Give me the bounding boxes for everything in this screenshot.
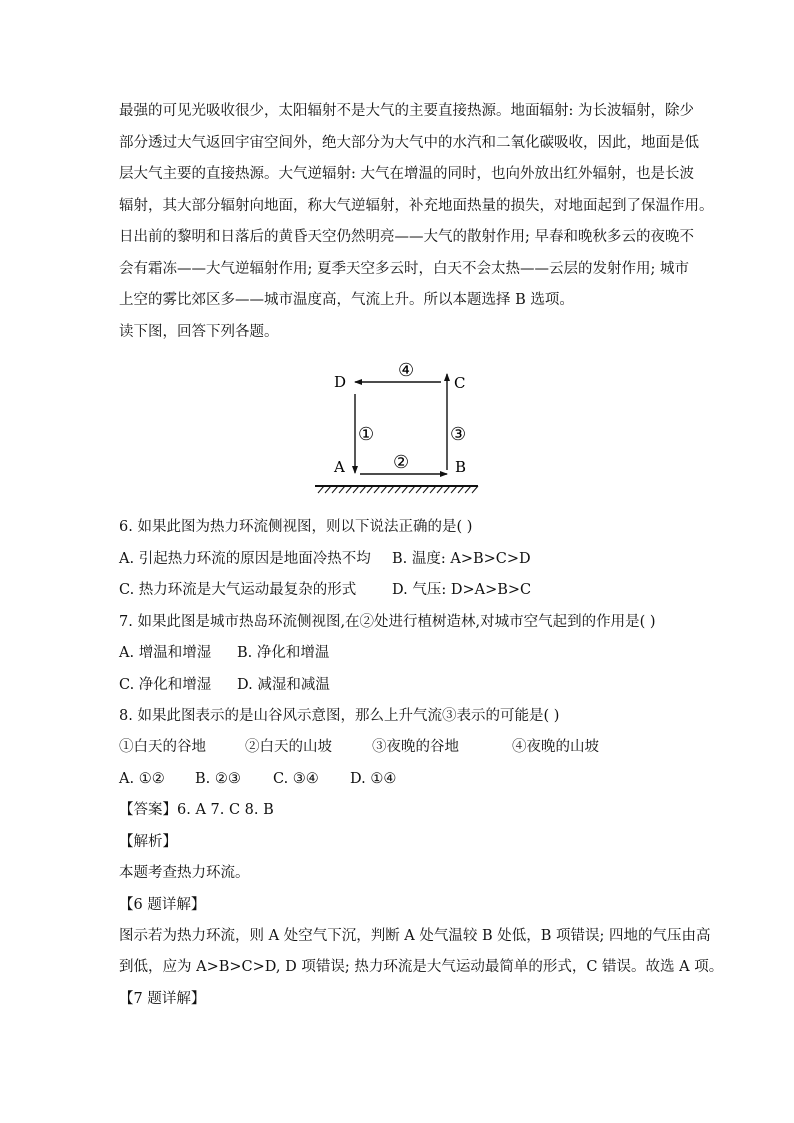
q8-statement-2: ②白天的山坡: [245, 739, 332, 755]
arrow-label-2: ②: [393, 452, 410, 473]
q6-option-c: C. 热力环流是大气运动最复杂的形式: [119, 582, 357, 598]
paragraph-line: 最强的可见光吸收很少，太阳辐射不是大气的主要直接热源。地面辐射: 为长波辐射，除少: [119, 103, 694, 119]
paragraph-line: 部分透过大气返回宇宙空间外，绝大部分为大气中的水汽和二氧化碳吸收，因此，地面是低: [119, 135, 699, 151]
label-d: D: [334, 373, 347, 391]
q8-option-b: B. ②③: [195, 771, 241, 787]
paragraph-line: 上空的雾比郊区多——城市温度高，气流上升。所以本题选择 B 选项。: [119, 292, 574, 308]
analysis-heading: 【解析】: [119, 834, 177, 850]
q8-statement-4: ④夜晚的山坡: [512, 739, 599, 755]
ground-hatching: [318, 486, 478, 493]
paragraph-line: 辐射，其大部分辐射向地面，称大气逆辐射，补充地面热量的损失，对地面起到了保温作用。: [119, 198, 714, 214]
q7-option-d: D. 减湿和减温: [237, 677, 330, 693]
detail-6-line: 到低，应为 A>B>C>D, D 项错误; 热力环流是大气运动最简单的形式，C 错误。故选 A 项。: [119, 959, 724, 975]
thermal-circulation-diagram: [310, 360, 490, 500]
question-6-stem: 6. 如果此图为热力环流侧视图，则以下说法正确的是( ): [119, 519, 473, 535]
question-intro: 读下图，回答下列各题。: [119, 324, 279, 340]
paragraph-line: 会有霜冻——大气逆辐射作用; 夏季天空多云时，白天不会太热——云层的发射作用; 城市: [119, 261, 689, 277]
detail-7-heading: 【7 题详解】: [119, 991, 206, 1007]
question-8-stem: 8. 如果此图表示的是山谷风示意图，那么上升气流③表示的可能是( ): [119, 708, 560, 724]
label-c: C: [454, 374, 466, 392]
arrow-label-1: ①: [358, 424, 375, 445]
q8-option-d: D. ①④: [350, 771, 397, 787]
q7-option-a: A. 增温和增湿: [119, 645, 212, 661]
q7-option-c: C. 净化和增湿: [119, 677, 212, 693]
detail-6-line: 图示若为热力环流，则 A 处空气下沉，判断 A 处气温较 B 处低，B 项错误; 四地的气压由高: [119, 928, 711, 944]
q8-statement-1: ①白天的谷地: [119, 739, 206, 755]
answer-line: 【答案】6. A 7. C 8. B: [119, 802, 274, 818]
q8-option-c: C. ③④: [273, 771, 319, 787]
q6-option-b: B. 温度: A>B>C>D: [392, 551, 531, 567]
paragraph-line: 层大气主要的直接热源。大气逆辐射: 大气在增温的同时，也向外放出红外辐射，也是长波: [119, 166, 694, 182]
q6-option-a: A. 引起热力环流的原因是地面冷热不均: [119, 551, 371, 567]
q6-option-d: D. 气压: D>A>B>C: [392, 582, 532, 598]
question-7-stem: 7. 如果此图是城市热岛环流侧视图,在②处进行植树造林,对城市空气起到的作用是( ): [119, 614, 656, 630]
arrow-label-3: ③: [450, 424, 467, 445]
q8-statement-3: ③夜晚的谷地: [372, 739, 459, 755]
q7-option-b: B. 净化和增温: [237, 645, 330, 661]
analysis-text: 本题考查热力环流。: [119, 865, 250, 881]
label-a: A: [334, 458, 345, 476]
label-b: B: [455, 458, 467, 476]
detail-6-heading: 【6 题详解】: [119, 897, 206, 913]
paragraph-line: 日出前的黎明和日落后的黄昏天空仍然明亮——大气的散射作用; 早春和晚秋多云的夜晚不: [119, 229, 694, 245]
arrow-label-4: ④: [398, 360, 415, 381]
q8-option-a: A. ①②: [119, 771, 165, 787]
